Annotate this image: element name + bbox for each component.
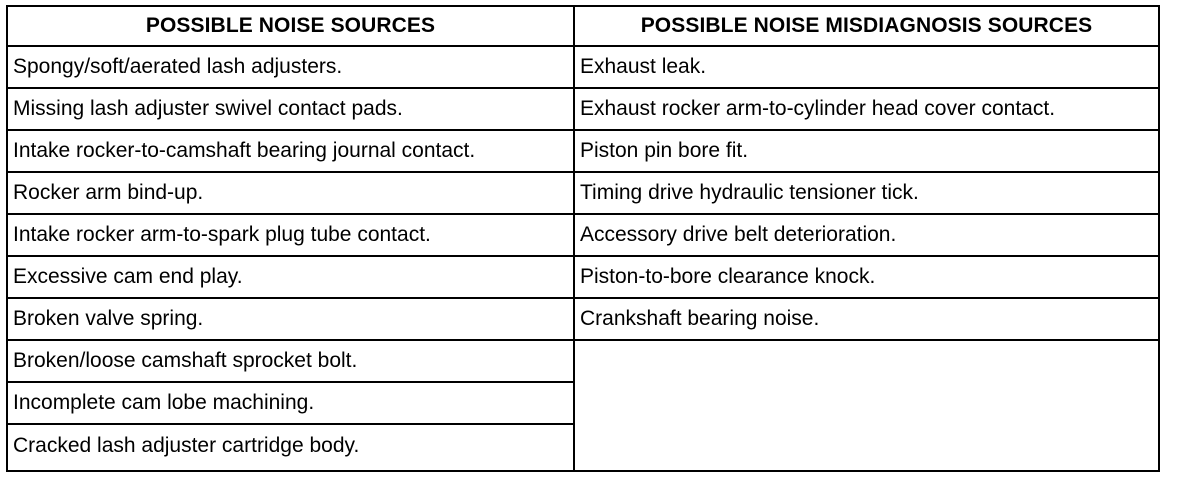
empty-cell (575, 341, 1158, 470)
noise-source-cell: Spongy/soft/aerated lash adjusters. (8, 47, 573, 89)
misdiagnosis-sources-column (575, 7, 1158, 470)
noise-source-cell: Missing lash adjuster swivel contact pads. (8, 89, 573, 131)
noise-source-cell: Intake rocker-to-camshaft bearing journal contact. (8, 131, 573, 173)
misdiagnosis-source-cell: Exhaust leak. (575, 47, 1158, 89)
noise-source-cell: Broken valve spring. (8, 299, 573, 341)
misdiagnosis-source-cell: Accessory drive belt deterioration. (575, 215, 1158, 257)
noise-source-cell: Incomplete cam lobe machining. (8, 383, 573, 425)
misdiagnosis-source-cell: Piston pin bore fit. (575, 131, 1158, 173)
noise-source-cell: Broken/loose camshaft sprocket bolt. (8, 341, 573, 383)
misdiagnosis-source-cell: Piston-to-bore clearance knock. (575, 257, 1158, 299)
noise-source-cell: Intake rocker arm-to-spark plug tube contact. (8, 215, 573, 257)
misdiagnosis-source-cell: Timing drive hydraulic tensioner tick. (575, 173, 1158, 215)
noise-source-cell: Cracked lash adjuster cartridge body. (13, 433, 360, 457)
noise-sources-column (8, 7, 575, 470)
header-misdiagnosis-sources: POSSIBLE NOISE MISDIAGNOSIS SOURCES (575, 7, 1158, 47)
noise-diagnosis-table (6, 5, 1160, 472)
noise-source-cell: Excessive cam end play. (8, 257, 573, 299)
noise-source-cell: Rocker arm bind-up. (8, 173, 573, 215)
misdiagnosis-source-cell: Crankshaft bearing noise. (575, 299, 1158, 341)
header-noise-sources: POSSIBLE NOISE SOURCES (8, 7, 573, 47)
misdiagnosis-source-cell: Exhaust rocker arm-to-cylinder head cover contact. (575, 89, 1158, 131)
